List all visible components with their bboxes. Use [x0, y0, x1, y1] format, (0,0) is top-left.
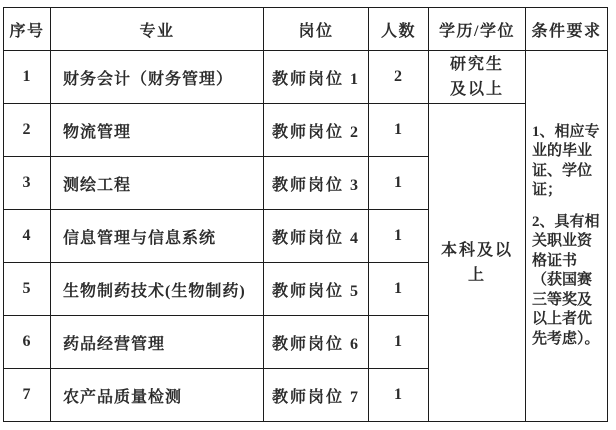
- header-no: 序号: [4, 8, 51, 51]
- table-body: [4, 51, 608, 422]
- education-undergraduate-text: 本科及以上: [440, 241, 513, 284]
- cell-no: 4: [4, 210, 51, 263]
- requirement-item-1: 1、相应专业的毕业证、学位证；: [532, 123, 600, 199]
- cell-no: 2: [4, 104, 51, 157]
- table-row: [4, 51, 608, 104]
- cell-count: 1: [369, 316, 429, 369]
- cell-count: 1: [369, 369, 429, 422]
- education-graduate-text: 研究生及以上: [449, 56, 504, 98]
- header-post: 岗位: [264, 8, 369, 51]
- header-requirements: 条件要求: [526, 8, 608, 51]
- cell-major: 物流管理: [51, 104, 264, 157]
- cell-count: 1: [369, 157, 429, 210]
- cell-count: 1: [369, 104, 429, 157]
- table-row: [4, 104, 608, 157]
- cell-no: 3: [4, 157, 51, 210]
- cell-count: 1: [369, 210, 429, 263]
- header-count: 人数: [369, 8, 429, 51]
- cell-no: 5: [4, 263, 51, 316]
- cell-education-undergraduate: [429, 104, 526, 422]
- cell-no: 7: [4, 369, 51, 422]
- cell-major: 财务会计（财务管理）: [51, 51, 264, 104]
- cell-post: 教师岗位 7: [264, 369, 369, 422]
- requirement-item-2: 2、具有相关职业资格证书（获国赛三等奖及以上者优先考虑）。: [532, 213, 600, 347]
- cell-post: 教师岗位 3: [264, 157, 369, 210]
- cell-major: 生物制药技术(生物制药): [51, 263, 264, 316]
- table-header: [4, 8, 608, 51]
- cell-major: 信息管理与信息系统: [51, 210, 264, 263]
- cell-count: 2: [369, 51, 429, 104]
- cell-no: 6: [4, 316, 51, 369]
- cell-major: 药品经营管理: [51, 316, 264, 369]
- cell-education-graduate: [429, 51, 526, 104]
- cell-post: 教师岗位 1: [264, 51, 369, 104]
- cell-requirements: [526, 51, 608, 422]
- cell-count: 1: [369, 263, 429, 316]
- cell-post: 教师岗位 4: [264, 210, 369, 263]
- cell-no: 1: [4, 51, 51, 104]
- cell-major: 农产品质量检测: [51, 369, 264, 422]
- cell-post: 教师岗位 6: [264, 316, 369, 369]
- table-header-row: [4, 8, 608, 51]
- cell-major: 测绘工程: [51, 157, 264, 210]
- cell-post: 教师岗位 5: [264, 263, 369, 316]
- header-education: 学历/学位: [429, 8, 526, 51]
- recruitment-table: [3, 7, 608, 422]
- cell-post: 教师岗位 2: [264, 104, 369, 157]
- header-major: 专业: [51, 8, 264, 51]
